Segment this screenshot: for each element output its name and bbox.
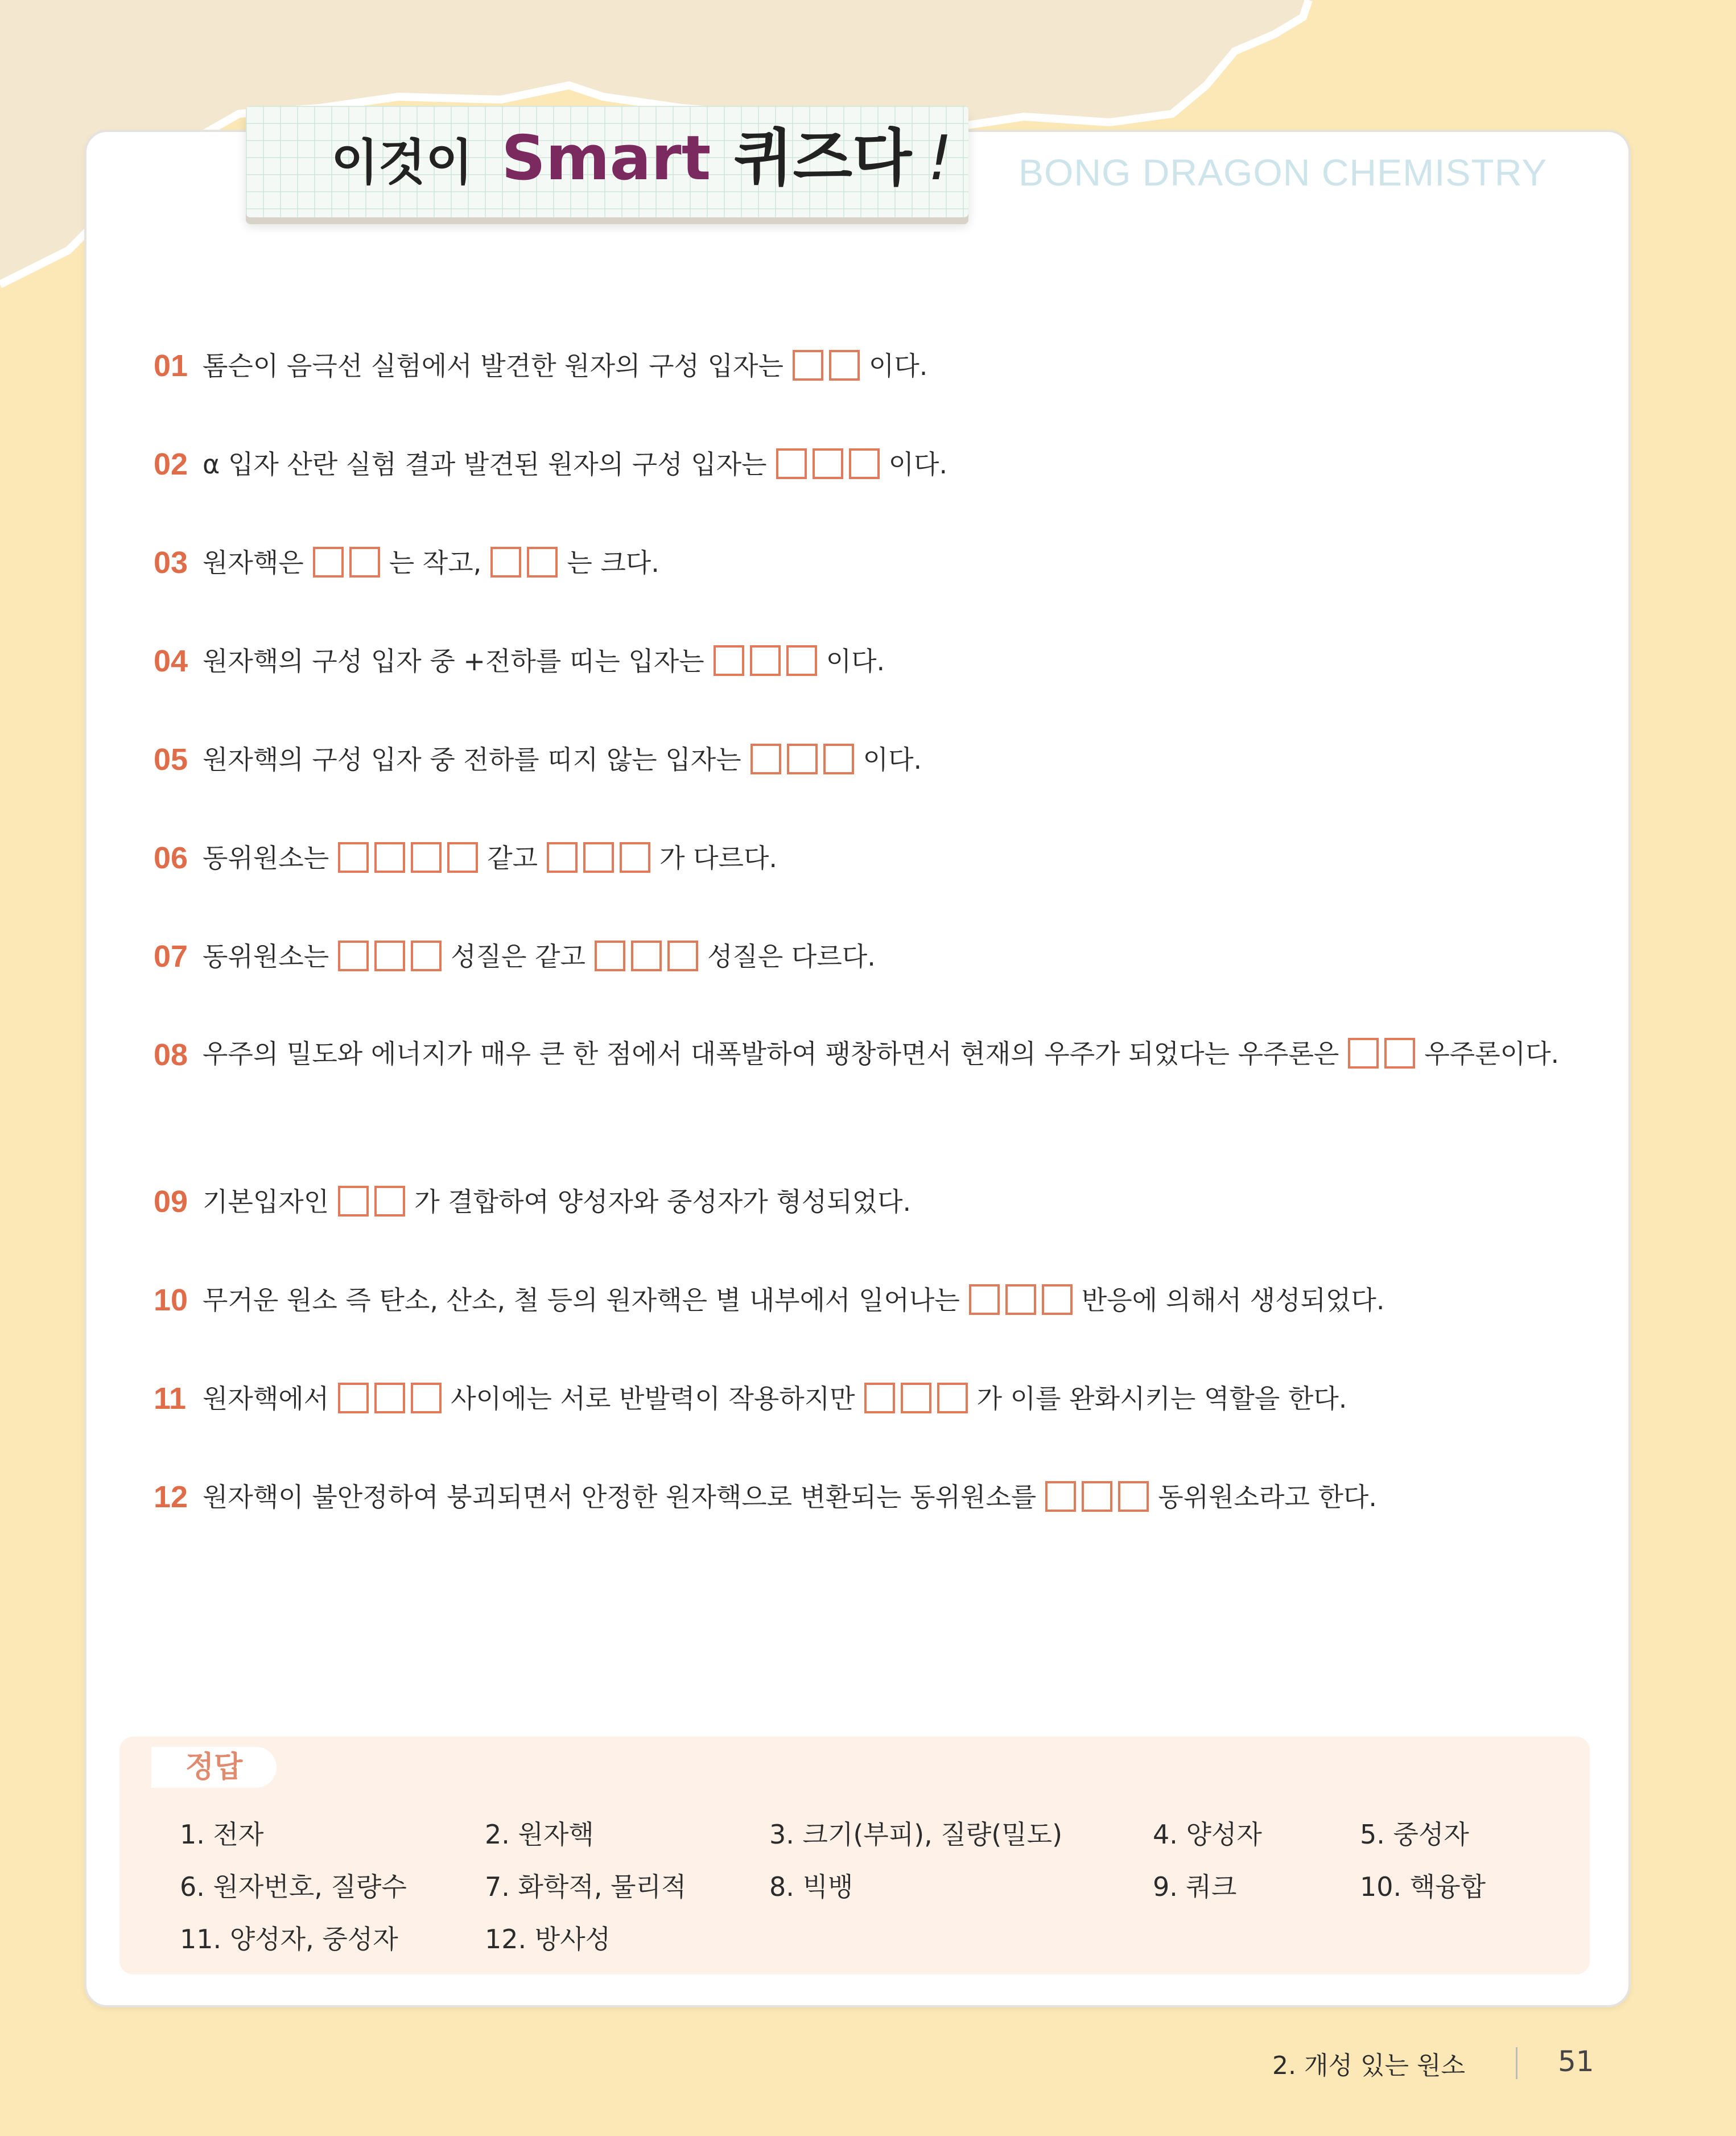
answer-blank <box>776 440 885 489</box>
question-number: 04 <box>154 644 188 678</box>
answer-blank <box>969 1276 1078 1325</box>
answer-blank <box>595 932 704 981</box>
question-08 <box>154 1030 1587 1177</box>
question-number: 03 <box>154 546 188 580</box>
title-part-3: 퀴즈다 <box>733 123 912 194</box>
question-text: 동위원소는 성질은 같고 성질은 다르다. <box>203 932 876 981</box>
question-09 <box>154 1177 1587 1276</box>
page-title <box>331 116 952 205</box>
footer-divider <box>1516 2047 1518 2079</box>
question-06 <box>154 834 1587 932</box>
answer-blank <box>793 341 865 390</box>
answer-item: 2. 원자핵 <box>485 1819 594 1850</box>
question-03 <box>154 538 1587 637</box>
answer-blank <box>1348 1030 1421 1077</box>
answer-item: 10. 핵융합 <box>1360 1871 1486 1902</box>
question-number: 12 <box>154 1480 188 1514</box>
answer-blank <box>714 637 823 686</box>
question-text: 무거운 원소 즉 탄소, 산소, 철 등의 원자핵은 별 내부에서 일어나는 반응에 의해서 생성되었다. <box>203 1276 1384 1325</box>
question-text: α 입자 산란 실험 결과 발견된 원자의 구성 입자는 이다. <box>203 440 947 489</box>
answer-blank <box>751 735 860 784</box>
answer-item: 9. 쿼크 <box>1153 1871 1237 1902</box>
answer-blank <box>338 932 447 981</box>
answer-item: 4. 양성자 <box>1153 1819 1262 1850</box>
answer-item: 5. 중성자 <box>1360 1819 1469 1850</box>
title-tag <box>246 106 968 217</box>
question-11 <box>154 1374 1587 1473</box>
question-text: 동위원소는 같고 가 다르다. <box>203 834 777 883</box>
answer-blank <box>1045 1473 1154 1521</box>
answer-panel <box>119 1737 1590 1974</box>
question-text: 원자핵이 불안정하여 붕괴되면서 안정한 원자핵으로 변환되는 동위원소를 동위원소라고 한다. <box>203 1473 1377 1521</box>
question-04 <box>154 637 1587 735</box>
answer-blank <box>338 1177 411 1226</box>
answer-blank <box>547 834 656 883</box>
question-01 <box>154 341 1587 440</box>
answer-panel-title: 정답 <box>151 1747 277 1788</box>
question-number: 08 <box>154 1038 188 1072</box>
answer-blank <box>313 538 386 587</box>
question-10 <box>154 1276 1587 1374</box>
question-text: 기본입자인 가 결합하여 양성자와 중성자가 형성되었다. <box>203 1177 911 1226</box>
answer-item: 12. 방사성 <box>485 1924 611 1954</box>
question-05 <box>154 735 1587 834</box>
question-number: 01 <box>154 349 188 383</box>
answer-blank <box>338 1374 447 1423</box>
answer-blank <box>864 1374 974 1423</box>
title-part-2: Smart <box>501 123 711 194</box>
page-number: 51 <box>1558 2045 1594 2078</box>
answer-item: 7. 화학적, 물리적 <box>485 1871 687 1902</box>
quiz-list <box>154 341 1587 1571</box>
question-text: 톰슨이 음극선 실험에서 발견한 원자의 구성 입자는 이다. <box>203 341 927 390</box>
footer-section: 2. 개성 있는 원소 <box>1272 2051 1465 2080</box>
answer-blank <box>490 538 563 587</box>
question-number: 10 <box>154 1283 188 1317</box>
question-number: 11 <box>154 1382 187 1416</box>
question-text: 우주의 밀도와 에너지가 매우 큰 한 점에서 대폭발하여 팽창하면서 현재의 우주가 되었다는 우주론은 우주론이다. <box>203 1030 1631 1077</box>
answer-item: 6. 원자번호, 질량수 <box>180 1871 407 1902</box>
question-text: 원자핵에서 사이에는 서로 반발력이 작용하지만 가 이를 완화시키는 역할을 한다. <box>203 1374 1347 1423</box>
question-12 <box>154 1473 1587 1571</box>
answer-item: 8. 빅뱅 <box>769 1871 853 1902</box>
title-part-1: 이것이 <box>331 134 473 191</box>
brand-text: BONG DRAGON CHEMISTRY <box>1018 151 1548 193</box>
question-number: 05 <box>154 743 188 777</box>
question-text: 원자핵의 구성 입자 중 전하를 띠지 않는 입자는 이다. <box>203 735 922 784</box>
answer-item: 3. 크기(부피), 질량(밀도) <box>769 1819 1063 1850</box>
question-number: 06 <box>154 841 188 875</box>
question-02 <box>154 440 1587 538</box>
answer-item: 1. 전자 <box>180 1819 264 1850</box>
question-text: 원자핵의 구성 입자 중 +전하를 띠는 입자는 이다. <box>203 637 885 686</box>
question-text: 원자핵은 는 작고, 는 크다. <box>203 538 659 587</box>
question-number: 09 <box>154 1185 188 1219</box>
question-number: 02 <box>154 447 188 481</box>
question-07 <box>154 932 1587 1030</box>
title-part-4: ! <box>927 123 952 194</box>
answer-item: 11. 양성자, 중성자 <box>180 1924 398 1954</box>
question-number: 07 <box>154 939 188 974</box>
answer-blank <box>338 834 484 883</box>
